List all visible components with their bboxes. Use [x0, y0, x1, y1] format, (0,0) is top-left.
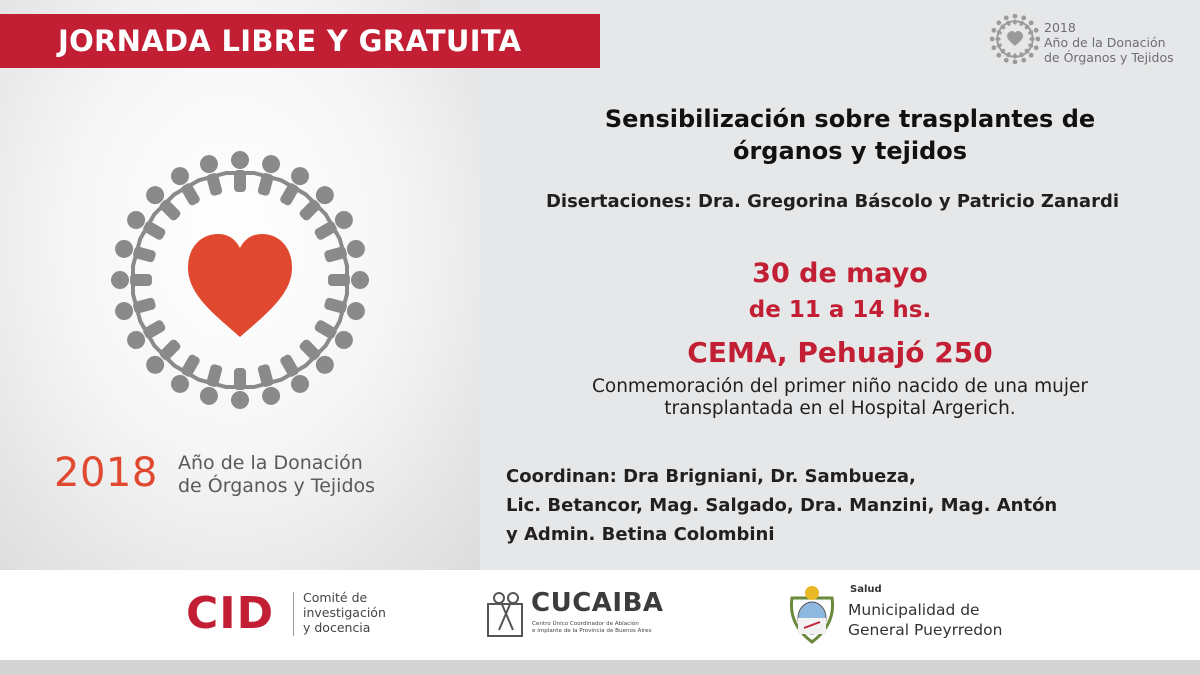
person-figure — [328, 265, 369, 295]
title-line2: órganos y tejidos — [732, 137, 968, 165]
cucaiba-sub1: Centro Único Coordinador de Ablación — [532, 621, 639, 627]
cucaiba-subtitle — [532, 621, 652, 635]
person-figure — [1011, 14, 1019, 25]
person-figure — [248, 361, 288, 408]
coordinators — [506, 462, 1196, 549]
cid-acronym: CID — [186, 588, 275, 639]
event-title — [505, 103, 1195, 167]
cucaiba-scissors-icon — [486, 590, 526, 640]
cid-line1: Comité de — [303, 590, 368, 605]
municipality-logo — [784, 584, 1044, 646]
municipality-line1: Municipalidad de — [848, 601, 980, 619]
cid-line2: investigación — [303, 605, 386, 620]
footer-bottom-bar — [0, 660, 1200, 675]
person-figure — [192, 152, 232, 199]
person-figure — [225, 151, 255, 192]
event-banner: JORNADA LIBRE Y GRATUITA — [0, 14, 600, 68]
top-year-logo — [990, 14, 1190, 74]
commemoration-line1: Conmemoración del primer niño nacido de una mujer — [591, 376, 1089, 397]
speakers: Disertaciones: Dra. Gregorina Báscolo y Patricio Zanardi — [545, 191, 1119, 212]
person-figure — [112, 288, 159, 328]
top-logo-line1: Año de la Donación — [1044, 35, 1166, 50]
person-figure — [248, 152, 288, 199]
person-figure — [225, 368, 255, 409]
coordinators-line3: y Admin. Betina Colombini — [506, 524, 775, 545]
commemoration-text — [480, 376, 1200, 420]
person-figure — [321, 288, 368, 328]
cid-divider — [293, 592, 294, 636]
event-date: 30 de mayo — [752, 258, 928, 289]
municipality-line2: General Pueyrredon — [848, 621, 1003, 639]
cucaiba-name: CUCAIBA — [531, 588, 664, 618]
cid-logo — [186, 586, 396, 646]
person-figure — [321, 232, 368, 272]
cid-description — [303, 590, 386, 635]
cucaiba-sub2: e implante de la Provincia de Buenos Aires — [532, 628, 652, 634]
title-line1: Sensibilización sobre trasplantes de — [604, 105, 1096, 133]
heart-icon — [188, 234, 292, 337]
person-figure — [292, 332, 342, 382]
year-description — [178, 452, 375, 498]
person-figure — [192, 361, 232, 408]
top-logo-line2: de Órganos y Tejidos — [1044, 50, 1174, 65]
commemoration-line2: transplantada en el Hospital Argerich. — [664, 398, 1016, 419]
event-place: CEMA, Pehuajó 250 — [687, 336, 993, 369]
person-figure — [1030, 35, 1041, 43]
coat-of-arms-icon — [784, 584, 840, 646]
person-figure — [1011, 54, 1019, 65]
top-logo-year: 2018 — [1044, 20, 1076, 35]
cucaiba-logo — [486, 588, 676, 644]
people-circle-heart-icon — [990, 14, 1040, 64]
municipality-name — [848, 600, 1002, 640]
year-line2: de Órganos y Tejidos — [178, 475, 376, 497]
people-circle-heart-emblem — [110, 150, 370, 410]
person-figure — [990, 35, 1001, 43]
event-time: de 11 a 14 hs. — [748, 297, 932, 323]
top-logo-text — [1044, 20, 1174, 65]
year-number: 2018 — [54, 450, 158, 496]
person-figure — [112, 232, 159, 272]
person-figure — [138, 178, 188, 228]
person-figure — [111, 265, 152, 295]
coordinators-line2: Lic. Betancor, Mag. Salgado, Dra. Manzini, Mag. Antón — [506, 495, 1058, 516]
cid-line3: y docencia — [303, 620, 371, 635]
year-line1: Año de la Donación — [178, 452, 363, 474]
person-figure — [138, 332, 188, 382]
person-figure — [292, 178, 342, 228]
coordinators-line1: Coordinan: Dra Brigniani, Dr. Sambueza, — [506, 466, 916, 487]
municipality-label: Salud — [850, 584, 882, 595]
